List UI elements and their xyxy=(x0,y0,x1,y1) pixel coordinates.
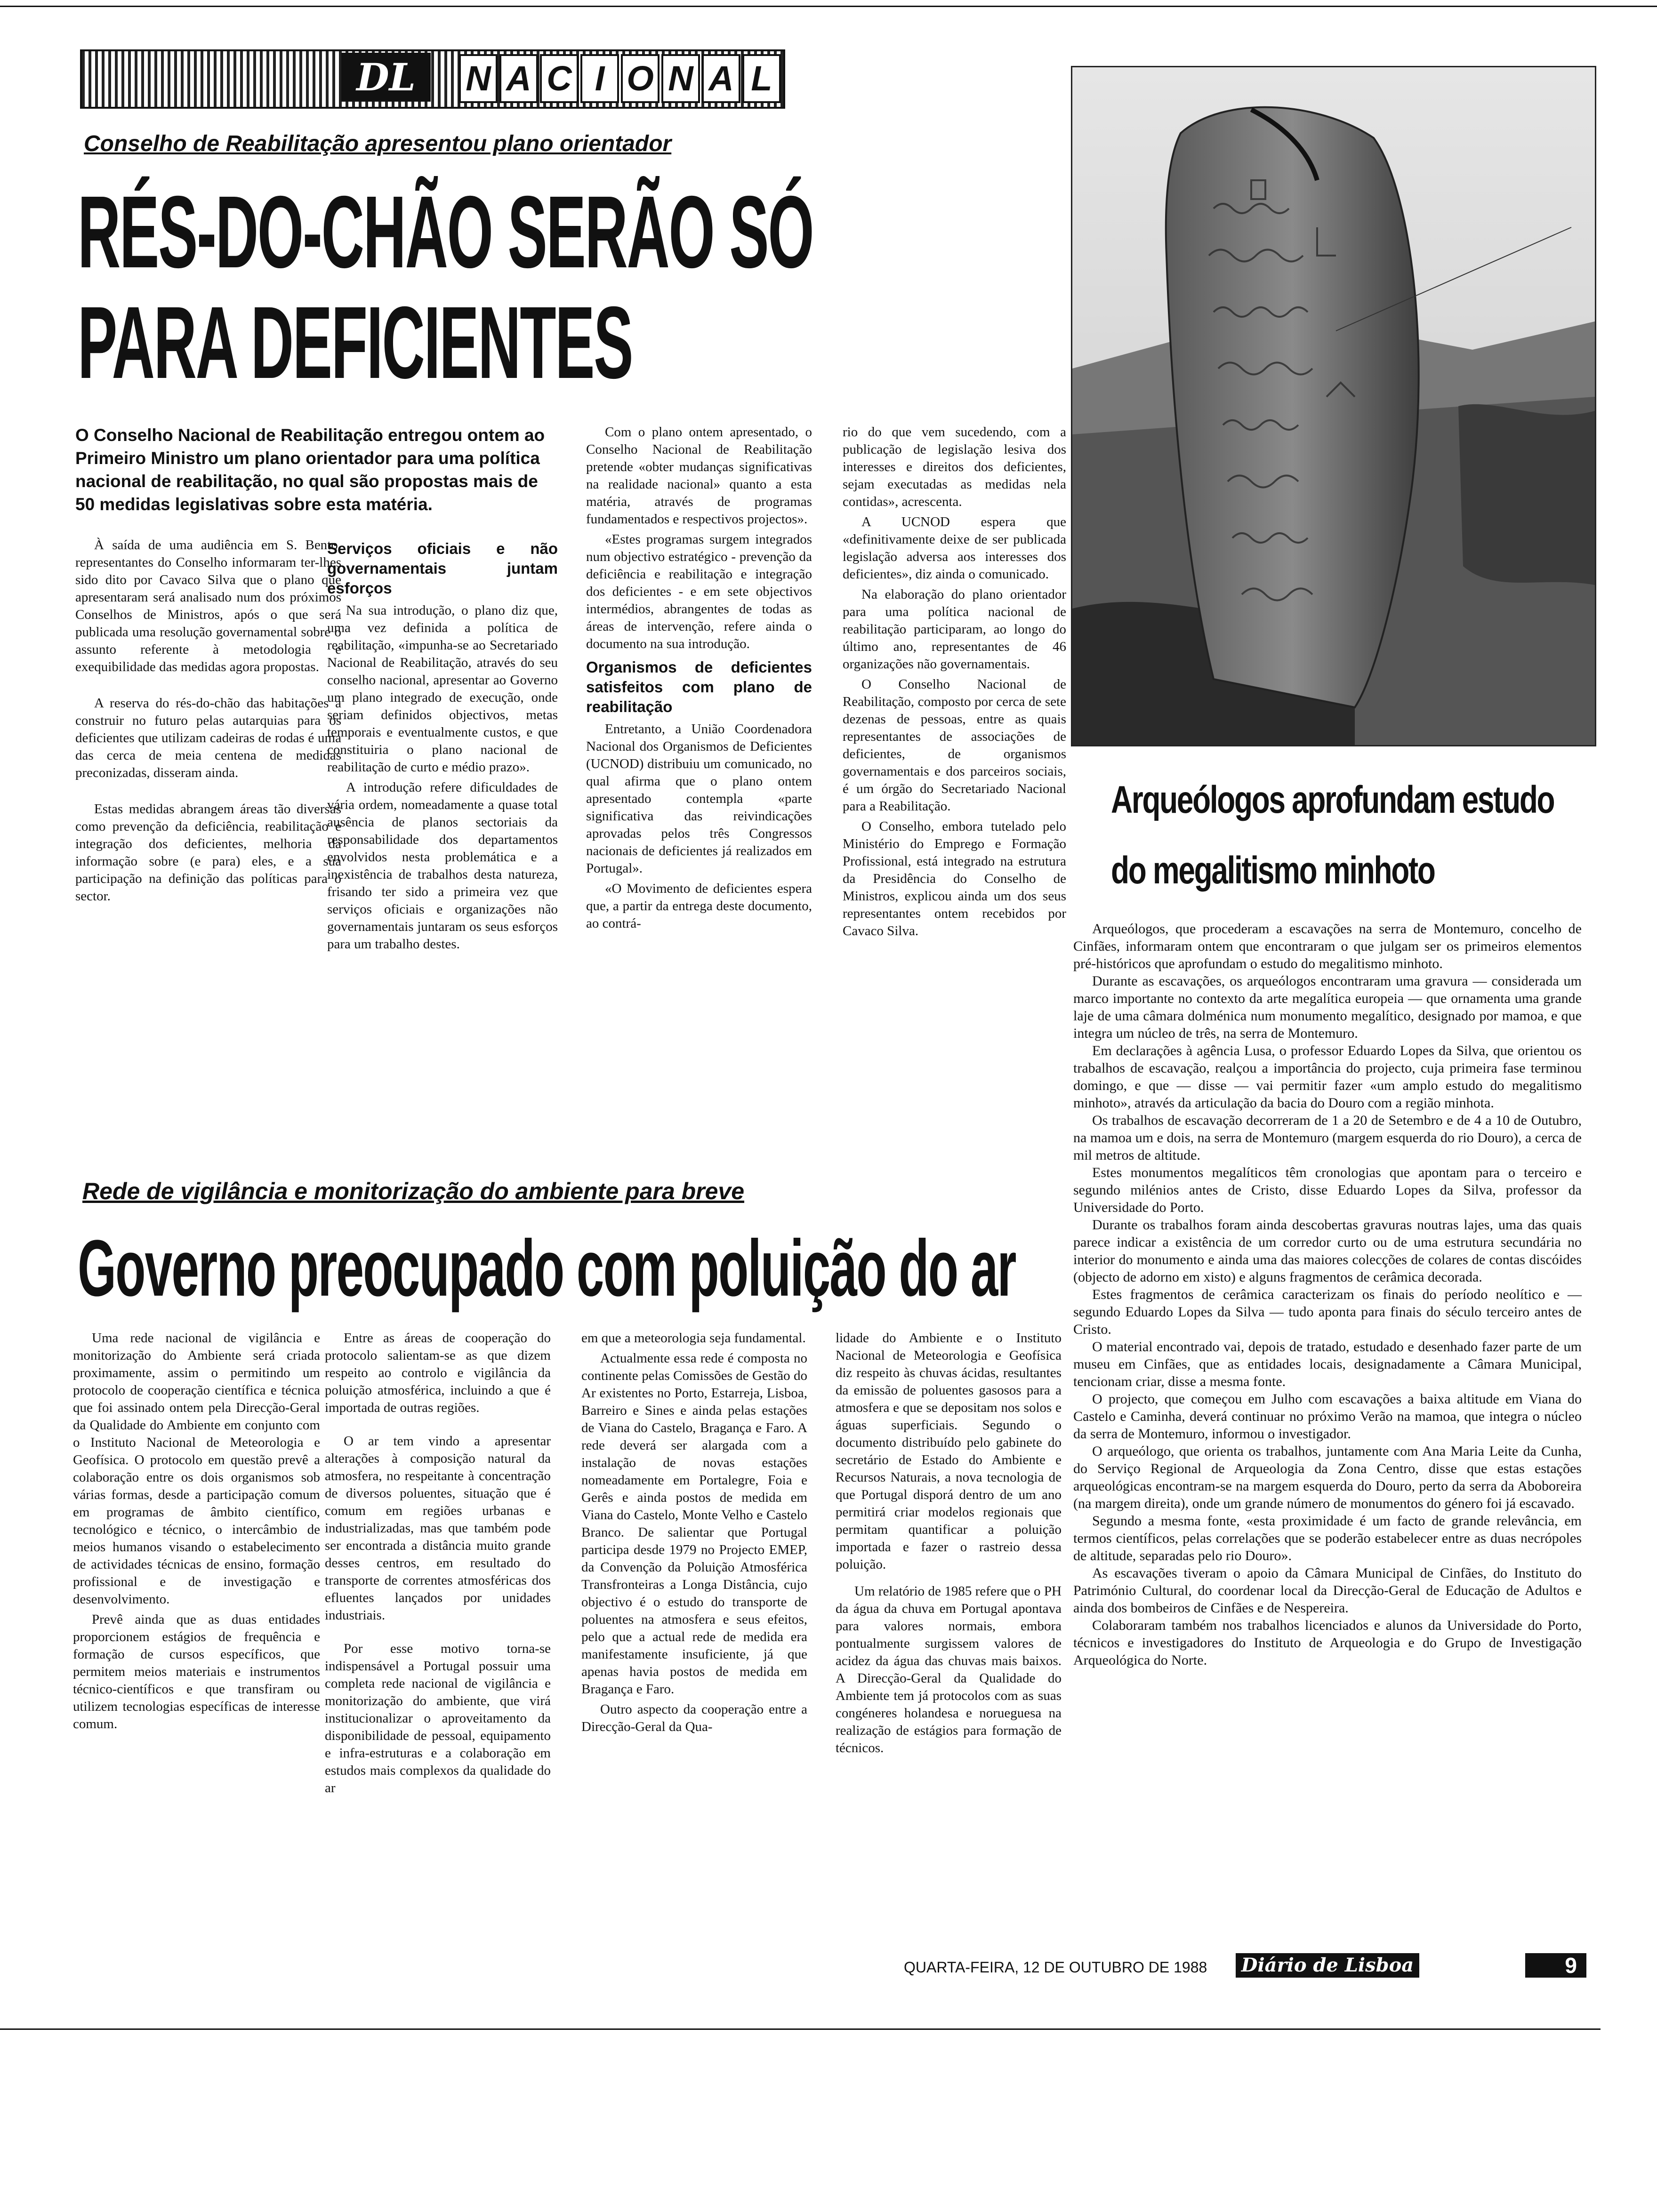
paragraph: lidade do Ambiente e o Instituto Nacional de Meteorologia e Geofísica diz respeito às chuvas ácidas, resultantes da emissão de poluentes gasosos para a atmosfera e que se depositam nos solos e águas superficiais. Segundo o documento distribuído pelo gabinete do secretário de Estado do Ambiente e Recursos Naturais, a nova tecnologia de que Portugal disporá dentro de um ano permitirá criar modelos regionais que permitam quantificar a poluição importada e fazer o rastreio dessa poluição. xyxy=(836,1330,1062,1572)
paragraph: «Estes programas surgem integrados num objectivo estratégico - prevenção da deficiência e reabilitação e integração dos deficientes - e em sete objectivos intermédios, abrangentes de todas as áreas de intervenção, refere ainda o documento na sua introdução. xyxy=(586,532,812,651)
paragraph: Na sua introdução, o plano diz que, uma vez definida a política de reabilitação, «impunha-se ao Secretariado Nacional de Reabilitação, através do seu conselho nacional, apresentar ao Governo um plano integrado de execução, onde seriam definidos objectivos, metas temporais e eventualmente custos, e que constituiria o plano nacional de reabilitação de curto e médio prazo». xyxy=(327,603,558,775)
megalith-stone-illustration xyxy=(1072,67,1595,745)
paragraph: O ar tem vindo a apresentar alterações à composição natural da atmosfera, no respeitante à concentração de diversos poluentes, situação que é comum em regiões urbanas e industrializadas, mas que também pode ser encontrada a distância muito grande desses centros, em resultado do transporte de correntes atmosféricas dos efluentes lançados por unidades industriais. xyxy=(325,1434,551,1623)
paragraph: As escavações tiveram o apoio da Câmara Municipal de Cinfães, do Instituto do Património Cultural, do coordenar local da Direcção-Geral de Educação de Adultos e ainda dos bombeiros de Cinfães e de Nespereira. xyxy=(1073,1565,1582,1616)
paragraph: À saída de uma audiência em S. Bento, representantes do Conselho informaram ter-lhes sido dito por Cavaco Silva que o plano que apresentaram será analisado num dos próximos Conselhos de Ministros, após o que será publicada uma resolução governamental sobre o assunto referente à metodologia e exequibilidade das medidas agora propostas. xyxy=(75,537,341,674)
article2-headline: Governo preocupado com poluição do ar xyxy=(78,1224,1016,1313)
paragraph: Arqueólogos, que procederam a escavações na serra de Montemuro, concelho de Cinfães, informaram ontem que encontraram o que julgam ser os primeiros elementos pré-históricos que aprofundam o estudo do megalitismo minhoto. xyxy=(1073,921,1582,971)
paragraph: Estes monumentos megalíticos têm cronologias que apontam para o terceiro e segundo milénios antes de Cristo, disse Eduardo Lopes da Silva, professor da Universidade do Porto. xyxy=(1073,1165,1582,1215)
footer-date: QUARTA-FEIRA, 12 DE OUTUBRO DE 1988 xyxy=(904,1959,1207,1976)
section-letter: N xyxy=(661,54,700,103)
megalith-photo xyxy=(1071,66,1596,746)
article2-col3 xyxy=(581,1330,807,1736)
section-letter: O xyxy=(621,54,660,103)
article2-col4 xyxy=(836,1330,1062,1757)
page-number: 9 xyxy=(1525,1953,1586,1978)
paragraph: A reserva do rés-do-chão das habitações a construir no futuro pelas autarquias para os deficientes que utilizam cadeiras de rodas é uma das cerca de meia centena de medidas preconizadas, disseram ainda. xyxy=(75,696,341,780)
paragraph: Durante as escavações, os arqueólogos encontraram uma gravura — considerada um marco importante no contexto da arte megalítica europeia — que ornamenta uma grande laje de uma câmara dolménica num monumento megalítico, designado por mamoa, e que integra um núcleo de três, na serra de Montemuro. xyxy=(1073,973,1582,1041)
paragraph: «O Movimento de deficientes espera que, a partir da entrega deste documento, ao contrá- xyxy=(586,881,812,931)
article1-col3 xyxy=(586,424,812,932)
masthead-logo: Diário de Lisboa xyxy=(1236,1953,1419,1978)
article3-headline-line1: Arqueólogos aprofundam estudo xyxy=(1111,778,1554,821)
paragraph: Entre as áreas de cooperação do protocolo salientam-se as que dizem respeito ao controlo e vigilância da poluição atmosférica, incluindo a que é importada de outras regiões. xyxy=(325,1330,551,1415)
section-letter: C xyxy=(540,54,579,103)
article1-col4 xyxy=(843,424,1066,940)
paragraph: O Conselho Nacional de Reabilitação, composto por cerca de sete dezenas de pessoas, entre as quais representantes de associações de deficientes, de organismos governamentais e dos parceiros sociais, é um órgão do Secretariado Nacional para a Reabilitação. xyxy=(843,677,1066,814)
paragraph: Entretanto, a União Coordenadora Nacional dos Organismos de Deficientes (UCNOD) distribuiu um comunicado, no qual afirma que o plano ontem apresentado contempla «parte significativa das reivindicações aprovadas pelos três Congressos nacionais de deficientes já realizados em Portugal». xyxy=(586,721,812,876)
paragraph: Colaboraram também nos trabalhos licenciados e alunos da Universidade do Porto, técnicos e investigadores do Instituto de Arqueologia e do Grupo de Investigação Arqueológica do Norte. xyxy=(1073,1618,1582,1668)
paragraph: O Conselho, embora tutelado pelo Ministério do Emprego e Formação Profissional, está integrado na estrutura da Presidência do Conselho de Ministros, explicou ainda um dos seus representantes ontem recebidos por Cavaco Silva. xyxy=(843,819,1066,938)
article1-headline-line1: RÉS-DO-CHÃO SERÃO SÓ xyxy=(78,175,813,289)
section-title xyxy=(459,54,783,100)
paragraph: Em declarações à agência Lusa, o professor Eduardo Lopes da Silva, que orientou os trabalhos de escavação, realçou a importância do projecto, cuja primeira fase terminou domingo, e que — disse — vai permitir fazer «um amplo estudo do megalitismo minhoto», através da articulação da bacia do Douro com a região minhota. xyxy=(1073,1043,1582,1111)
paragraph: Estes fragmentos de cerâmica caracterizam os finais do período neolítico e — segundo Eduardo Lopes da Silva — tudo aponta para finais do século terceiro antes de Cristo. xyxy=(1073,1287,1582,1337)
paragraph: O arqueólogo, que orienta os trabalhos, juntamente com Ana Maria Leite da Cunha, do Serviço Regional de Arqueologia da Zona Centro, disse que estas estações arqueológicas encontram-se na margem esquerda do Douro, perto da serra da Aboboreira (na margem direita), onde um grande número de monumentos do género foi já escavado. xyxy=(1073,1443,1582,1511)
paragraph: Prevê ainda que as duas entidades proporcionem estágios de frequência e formação de cursos específicos, que permitem meios materiais e instrumentos técnico-científicos e que transfiram ou utilizem tecnologias específicas de interesse comum. xyxy=(73,1612,320,1731)
paragraph: O material encontrado vai, depois de tratado, estudado e desenhado fazer parte de um museu em Cinfães, que as entidades locais, designadamente a Câmara Municipal, tencionam criar, disse a mesma fonte. xyxy=(1073,1339,1582,1389)
paragraph: O projecto, que começou em Julho com escavações a baixa altitude em Viana do Castelo e Caminha, deverá continuar no próximo Verão na mamoa, que integra o núcleo da serra de Montemuro, informou o investigador. xyxy=(1073,1391,1582,1442)
subhead: Organismos de deficientes satisfeitos com plano de reabilitação xyxy=(586,658,812,715)
article1-headline-line2: PARA DEFICIENTES xyxy=(78,286,633,400)
article2-kicker: Rede de vigilância e monitorização do ambiente para breve xyxy=(82,1178,745,1204)
top-rule xyxy=(0,6,1657,7)
section-letter: A xyxy=(499,54,538,103)
section-logo: DL xyxy=(341,53,431,102)
paragraph: em que a meteorologia seja fundamental. xyxy=(581,1330,806,1346)
paragraph: Os trabalhos de escavação decorreram de 1 a 20 de Setembro e de 4 a 10 de Outubro, na mamoa um e dois, na serra de Montemuro (margem esquerda do rio Douro), a cerca de mil metros de altitude. xyxy=(1073,1113,1582,1163)
paragraph: Com o plano ontem apresentado, o Conselho Nacional de Reabilitação pretende «obter mudanças significativas na realidade nacional» quanto a esta matéria, através de programas fundamentados e respectivos projectos». xyxy=(586,425,812,527)
article1-col1 xyxy=(75,537,341,905)
paragraph: Na elaboração do plano orientador para uma política nacional de reabilitação participaram, ao longo do último ano, representantes de 46 organizações não governamentais. xyxy=(843,587,1066,672)
paragraph: Por esse motivo torna-se indispensável a Portugal possuir uma completa rede nacional de vigilância e monitorização do ambiente, que virá institucionalizar o aproveitamento da disponibilidade de pessoal, equipamento e infra-estruturas e a colaboração em estudos mais complexos da qualidade do ar xyxy=(325,1641,551,1795)
paragraph: Durante os trabalhos foram ainda descobertas gravuras noutras lajes, uma das quais parece indicar a existência de um corredor curto ou de uma estrutura secundária no interior do monumento e ainda uma das maiores colecções de colares de contas discóides (objecto de adorno em xisto) e alguns fragmentos de cerâmica decorada. xyxy=(1073,1217,1582,1285)
article3-headline-line2: do megalitismo minhoto xyxy=(1111,849,1435,892)
paragraph: Segundo a mesma fonte, «esta proximidade é um facto de grande relevância, em termos científicos, pelas correlações que se poderão estabelecer entre as duas necrópoles de altitude, separadas pelo rio Douro». xyxy=(1073,1513,1582,1563)
paragraph: Uma rede nacional de vigilância e monitorização do Ambiente será criada proximamente, assim o permitindo um protocolo de cooperação científica e técnica que foi assinado ontem pela Direcção-Geral da Qualidade do Ambiente em conjunto com o Instituto Nacional de Meteorologia e Geofísica. O protocolo em questão prevê a colaboração entre os dois organismos sob várias formas, desde a participação comum em programas de âmbito científico, tecnológico e técnico, o intercâmbio de meios humanos visando o estabelecimento de actividades técnicas de ensino, formação profissional e de investigação e desenvolvimento. xyxy=(73,1330,320,1607)
subhead: Serviços oficiais e não governamentais juntam esforços xyxy=(327,540,558,597)
paragraph: rio do que vem sucedendo, com a publicação de legislação lesiva dos interesses e direitos dos deficientes, sejam executadas as medidas nela contidas», acrescenta. xyxy=(843,425,1066,509)
article1-col2 xyxy=(327,534,558,953)
paragraph: Actualmente essa rede é composta no continente pelas Comissões de Gestão do Ar existentes no Porto, Estarreja, Lisboa, Barreiro e Sines e ainda pelas estações de Viana do Castelo, Bragança e Faro. A rede deverá ser alargada com a instalação de novas estações nomeadamente em Portalegre, Foia e Gerês e ainda postos de medida em Viana do Castelo, Monte Velho e Castelo Branco. De salientar que Portugal participa desde 1979 no Projecto EMEP, da Convenção da Poluição Atmosférica Transfronteiras a Longa Distância, cujo objectivo é o estudo do transporte de poluentes na atmosfera e seus efeitos, pelo que a actual rede de medida era manifestamente insuficiente, já que apenas havia postos de medida em Bragança e Faro. xyxy=(581,1351,807,1697)
paragraph: A UCNOD espera que «definitivamente deixe de ser publicada legislação adversa aos interesses dos deficientes», diz ainda o comunicado. xyxy=(843,514,1066,582)
paragraph: A introdução refere dificuldades de vária ordem, nomeadamente a quase total ausência de planos sectoriais da responsabilidade dos departamentos envolvidos nesta problemática e a inexistência de trabalhos desta natureza, frisando ter sido a primeira vez que serviços oficiais e organizações não governamentais juntaram os seus esforços para um trabalho destes. xyxy=(327,780,558,952)
paragraph: Outro aspecto da cooperação entre a Direcção-Geral da Qua- xyxy=(581,1702,807,1734)
section-letter: N xyxy=(459,54,498,103)
paragraph: Um relatório de 1985 refere que o PH da água da chuva em Portugal apontava para valores normais, embora pontualmente surgissem valores de acidez da água das chuvas mais baixos. A Direcção-Geral da Qualidade do Ambiente tem já protocolos com as suas congéneres holandesa e norueguesa na realização de estágios para formação de técnicos. xyxy=(836,1584,1062,1755)
article2-col2 xyxy=(325,1330,551,1797)
article3-body xyxy=(1073,920,1582,1669)
article1-lead: O Conselho Nacional de Reabilitação entregou ontem ao Primeiro Ministro um plano orientador para uma política nacional de reabilitação, no qual são propostas mais de 50 medidas legislativas sobre esta matéria. xyxy=(75,425,545,514)
section-letter: A xyxy=(702,54,740,103)
section-letter: I xyxy=(580,54,619,103)
section-letter: L xyxy=(742,54,781,103)
article2-col1 xyxy=(73,1330,320,1733)
bottom-rule xyxy=(0,2028,1601,2030)
article1-kicker: Conselho de Reabilitação apresentou plano orientador xyxy=(84,131,672,156)
paragraph: Estas medidas abrangem áreas tão diversas como prevenção da deficiência, reabilitação e integração dos deficientes, melhoria da informação sobre (e para) eles, e a sua participação na definição das políticas para o sector. xyxy=(75,801,341,904)
